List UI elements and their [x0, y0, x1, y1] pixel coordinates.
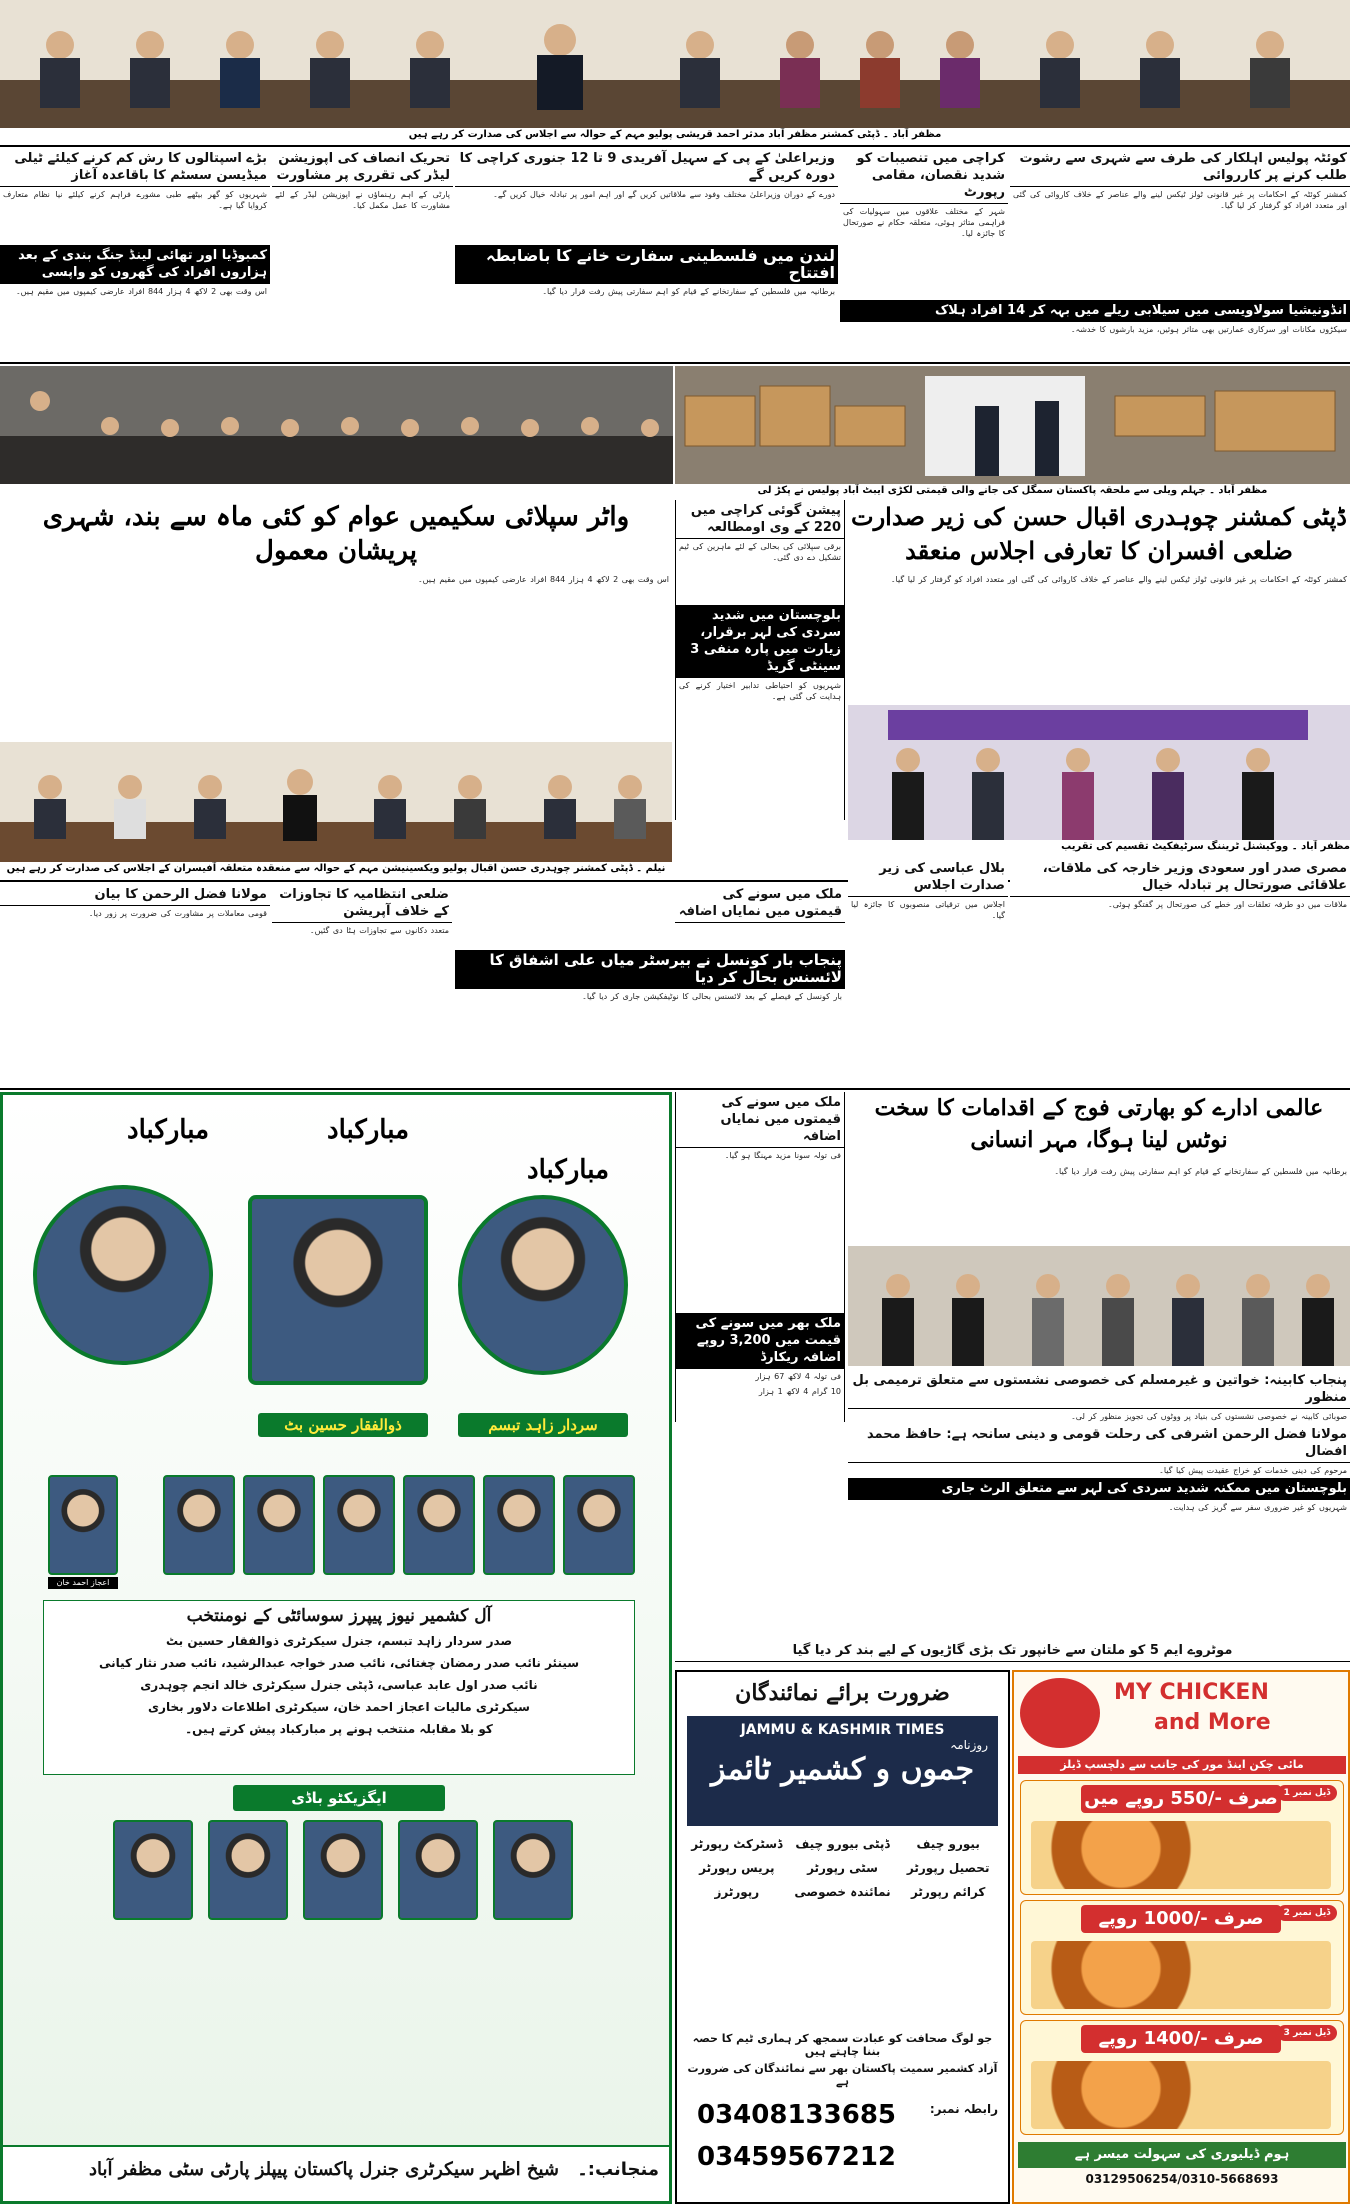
banner-headline-army: عالمی ادارے کو بھارتی فوج کے اقدامات کا سخت نوٹس لینا ہوگا، مہر انسانی: [874, 1095, 1324, 1153]
vocational-photo: [848, 705, 1350, 840]
portrait-small-left: [48, 1475, 118, 1575]
news-body: کمشنر کوئٹہ کے احکامات پر غیر قانونی ٹولز ٹیکس لینے والے عناصر کے خلاف کاروائی کی گئی اور متعدد افراد کو گرفتار کر لیا گیا۔: [1013, 190, 1347, 210]
deal-1-price: صرف -/550 روپے میں: [1081, 1785, 1281, 1813]
army-story-body: [848, 1164, 1350, 1244]
portrait-exec-row2-5: [493, 1820, 573, 1920]
news-col-1: [1010, 148, 1350, 303]
news-body: شہریوں کو گھر بیٹھے طبی مشورے فراہم کرنے کیلئے نیا نظام متعارف کروایا گیا ہے۔: [3, 190, 267, 210]
deal-3-food: [1031, 2061, 1331, 2129]
name-right: سردار زاہد تبسم: [458, 1413, 628, 1437]
jkt-title: ضرورت برائے نمائندگان: [735, 1680, 950, 1706]
news-headline: بلوچستان میں شدید سردی کی لہر برقرار، زیارت میں پارہ منفی 3 سینٹی گریڈ: [676, 605, 844, 678]
society-title: آل کشمیر نیوز پیپرز سوسائٹی کے نومنتخب: [186, 1606, 492, 1626]
society-line-2: سینئر نائب صدر رمضان چغتائی، نائب صدر خواجہ عبدالرشید، نائب صدر نثار کیانی: [98, 1656, 580, 1670]
news-col-2b: [455, 245, 838, 360]
news-col-1b: [840, 300, 1350, 360]
top-photo-caption: مظفر آباد ۔ ڈپٹی کمشنر مظفر آباد مدثر احمد قریشی پولیو مہم کے حوالہ سے اجلاس کی صدارت کر رہے ہیں: [0, 128, 1350, 144]
jkt-phone-2[interactable]: 03459567212: [697, 2142, 896, 2172]
jkt-role: کرائم رپورٹر: [910, 1885, 986, 1899]
news-headline: ضلعی انتظامیہ کا تجاوزات کے خلاف آپریشن: [272, 884, 452, 923]
news-headline: وزیراعلیٰ کے پی کے سہیل آفریدی 9 تا 12 جنوری کراچی کا دورہ کریں گے: [455, 148, 838, 187]
congratulation-ad: [0, 1092, 672, 2204]
right-lower-news: [848, 1370, 1350, 1650]
jkt-roles: [687, 1837, 998, 1899]
portrait-exec-3: [323, 1475, 395, 1575]
news-body: شہریوں کو غیر ضروری سفر سے گریز کی ہدایت۔: [1168, 1503, 1347, 1512]
news-col-2: [840, 148, 1008, 303]
news-headline: ملک میں سونے کی قیمتوں میں نمایاں اضافہ: [676, 1092, 844, 1148]
news-body: دورے کے دوران وزیراعلیٰ مختلف وفود سے ملاقاتیں کریں گے اور اہم امور پر تبادلہ خیال کریں گے۔: [493, 190, 835, 199]
gold-headline: ملک بھر میں سونے کی قیمت میں 3,200 روپے اضافہ ریکارڈ: [676, 1313, 844, 1369]
deal-2-tag: ڈیل نمبر 2: [1277, 1905, 1337, 1921]
gold-ten-gram: 10 گرام 4 لاکھ 1 ہزار: [758, 1387, 841, 1396]
timber-photo: [675, 366, 1350, 484]
news-headline: بلوچستان میں ممکنہ شدید سردی کی لہر سے متعلق الرٹ جاری: [848, 1478, 1350, 1500]
news-body: اجلاس میں ترقیاتی منصوبوں کا جائزہ لیا گیا۔: [851, 900, 1005, 920]
news-headline: کمبوڈیا اور تھائی لینڈ جنگ بندی کے بعد ہزاروں افراد کی گھروں کو واپسی: [0, 245, 270, 284]
dc-story-body: [848, 572, 1350, 702]
news-headline: لندن میں فلسطینی سفارت خانے کا باضابطہ افتتاح: [455, 245, 838, 284]
chicken-brand-1: MY CHICKEN: [1114, 1680, 1269, 1705]
water-story-body: [0, 572, 672, 742]
event-photo-crowd: [0, 366, 673, 484]
jkt-role: بیورو چیف: [916, 1837, 980, 1851]
jkt-role: رپورٹرز: [714, 1885, 760, 1899]
deal-3-price: صرف -/1400 روپے: [1081, 2025, 1281, 2053]
news-row4-4: [455, 950, 845, 1080]
timber-photo-caption: مظفر آباد ۔ جہلم ویلی سے ملحقہ پاکستان سمگل کی جانے والی قیمتی لکڑی ایبٹ آباد پولیس نے پکڑ لی: [675, 484, 1350, 498]
chicken-delivery: ہوم ڈیلیوری کی سہولت میسر ہے: [1018, 2142, 1346, 2168]
jkt-role: ڈسٹرکٹ رپورٹر: [691, 1837, 783, 1851]
news-headline: پنجاب کابینہ: خواتین و غیرمسلم کی خصوصی نشستوں سے متعلق ترمیمی بل منظور: [848, 1370, 1350, 1409]
my-chicken-ad: [1012, 1670, 1350, 2204]
jkt-role: نمائندہ خصوصی: [794, 1885, 891, 1899]
news-col-4: [272, 148, 453, 303]
news-headline: مولانا فضل الرحمن اشرفی کی رحلت قومی و دینی سانحہ ہے: حافظ محمد افضال: [848, 1424, 1350, 1463]
news-body: اس وقت بھی 2 لاکھ 4 ہزار 844 افراد عارضی کیمپوں میں مقیم ہیں۔: [15, 287, 267, 296]
jkt-contact-label: رابطہ نمبر:: [929, 2102, 998, 2116]
news-body: پارٹی کے اہم رہنماؤں نے اپوزیشن لیڈر کے لئے مشاورت کا عمل مکمل کیا۔: [275, 190, 450, 210]
gold-tola: فی تولہ 4 لاکھ 67 ہزار: [755, 1372, 841, 1381]
news-body: سیکڑوں مکانات اور سرکاری عمارتیں بھی متاثر ہوئیں، مزید بارشوں کا خدشہ۔: [1070, 325, 1347, 334]
portrait-exec-4: [403, 1475, 475, 1575]
news-headline: تحریک انصاف کی اپوزیشن لیڈر کی تقرری پر مشاورت: [272, 148, 453, 187]
event-photo-left: [0, 366, 673, 484]
news-headline: کوئٹہ پولیس اہلکار کی طرف سے شہری سے رشوت طلب کرنے پر کارروائی: [1010, 148, 1350, 187]
portrait-exec-row2-2: [208, 1820, 288, 1920]
deal-1: [1020, 1780, 1344, 1895]
divider: [0, 145, 1350, 147]
news-headline: پیشن گوئی کراچی میں 220 کے وی اومطالعہ: [676, 500, 844, 539]
jkt-role: ڈپٹی بیورو چیف: [795, 1837, 890, 1851]
society-notice: [43, 1600, 635, 1775]
divider: [0, 1088, 1350, 1090]
jkt-paper-ur: جموں و کشمیر ٹائمز: [711, 1752, 974, 1787]
chicken-phones[interactable]: 03129506254/0310-5668693: [1085, 2172, 1279, 2186]
jkt-text-2: آزاد کشمیر سمیت پاکستان بھر سے نمائندگان کی ضرورت ہے: [687, 2062, 998, 2088]
news-headline: بلال عباسی کی زیر صدارت اجلاس: [848, 858, 1008, 897]
motorway-news: [675, 1640, 1350, 1668]
society-line-5: کو بلا مقابلہ منتخب ہونے پر مبارکباد پیش کرتے ہیں۔: [185, 1722, 493, 1736]
jkt-masthead: [687, 1716, 998, 1826]
portrait-exec-row2-1: [113, 1820, 193, 1920]
news-body: قومی معاملات پر مشاورت کی ضرورت پر زور دیا۔: [88, 909, 267, 918]
name-center: ذوالفقار حسین بٹ: [258, 1413, 428, 1437]
timber-photo-scene: [675, 366, 1350, 484]
rooster-icon: [1020, 1678, 1100, 1748]
deal-2: [1020, 1900, 1344, 2015]
mubarak-text-3: مبارکباد: [127, 1115, 209, 1145]
news-row4-2: [848, 858, 1008, 1088]
news-headline: پنجاب بار کونسل نے بیرسٹر میاں علی اشفاق کا لائسنس بحال کر دیا: [455, 950, 845, 989]
jkt-text-1: جو لوگ صحافت کو عبادت سمجھ کر ہماری ٹیم کا حصہ بننا چاہتے ہیں: [692, 2032, 993, 2058]
portrait-left: [33, 1185, 213, 1365]
portrait-exec-1: [163, 1475, 235, 1575]
portrait-exec-6: [563, 1475, 635, 1575]
jk-times-ad: [675, 1670, 1010, 2204]
news-body: صوبائی کابینہ نے خصوصی نشستوں کی بنیاد پر ووٹوں کی تجویز منظور کر لی۔: [1071, 1412, 1347, 1421]
news-headline: کراچی میں تنصیبات کو شدید نقصان، مقامی رپورٹ: [840, 148, 1008, 204]
mid-column: [675, 500, 845, 820]
banner-headline-water: واٹر سپلائی سکیمیں عوام کو کئی ماہ سے بند، شہری پریشان معمول: [42, 502, 630, 566]
deal-3: [1020, 2020, 1344, 2135]
deal-3-tag: ڈیل نمبر 3: [1277, 2025, 1337, 2041]
jkt-role: پریس رپورٹر: [699, 1861, 775, 1875]
police-arrest-photo: [848, 1246, 1350, 1366]
news-row4-3: [675, 884, 845, 954]
news-body: شہر کے مختلف علاقوں میں سہولیات کی فراہمی متاثر ہوئی، متعلقہ حکام نے صورتحال کا جائزہ لیا۔: [843, 207, 1005, 238]
chicken-brand-2: and More: [1154, 1710, 1271, 1735]
exec-body-label: ایگزیکٹو باڈی: [233, 1785, 445, 1811]
jkt-daily: روزنامہ: [950, 1738, 988, 1752]
from-name: شیخ اظہر سیکرٹری جنرل پاکستان پیپلز پارٹی سٹی مظفر آباد: [88, 2159, 559, 2180]
vocational-photo-caption: مظفر آباد ۔ ووکیشنل ٹریننگ سرٹیفکیٹ تقسیم کی تقریب: [848, 840, 1350, 854]
news-body: فی تولہ سونا مزید مہنگا ہو گیا۔: [724, 1151, 841, 1160]
banner-headline-dc: ڈپٹی کمشنر چوہدری اقبال حسن کی زیر صدارت ضلعی افسران کا تعارفی اجلاس منعقد: [851, 502, 1347, 565]
deal-2-price: صرف -/1000 روپے: [1081, 1905, 1281, 1933]
news-body: شہریوں کو احتیاطی تدابیر اختیار کرنے کی ہدایت کی گئی ہے۔: [679, 681, 841, 701]
portrait-exec-2: [243, 1475, 315, 1575]
neelum-photo-caption: نیلم ۔ ڈپٹی کمشنر چوہدری حسن اقبال پولیو ویکسینیشن مہم کے حوالہ سے منعقدہ متعلقہ آفیسران کے اجلاس کی صدارت کر رہے ہیں: [0, 862, 672, 876]
gold-news: [675, 1092, 845, 1422]
from-label: منجانب:۔: [577, 2159, 659, 2180]
vocational-photo-scene: [848, 705, 1350, 840]
society-line-3: نائب صدر اول عابد عباسی، ڈپٹی جنرل سیکرٹری خالد انجم چوہدری: [140, 1678, 538, 1692]
news-body: کمشنر کوئٹہ کے احکامات پر غیر قانونی ٹولز ٹیکس لینے والے عناصر کے خلاف کاروائی کی گئی اور متعدد افراد کو گرفتار کر لیا گیا۔: [890, 575, 1347, 584]
news-body: اس وقت بھی 2 لاکھ 4 ہزار 844 افراد عارضی کیمپوں میں مقیم ہیں۔: [417, 575, 669, 584]
jkt-role: تحصیل رپورٹر: [906, 1861, 990, 1875]
news-headline: بڑے اسپتالوں کا رش کم کرنے کیلئے ٹیلی میڈیسن سسٹم کا باقاعدہ آغاز: [0, 148, 270, 187]
mubarak-text-2: مبارکباد: [327, 1115, 409, 1145]
news-body: برقی سپلائی کی بحالی کے لئے ماہرین کی ٹیم تشکیل دے دی گئی۔: [679, 542, 841, 562]
mubarak-text-1: مبارکباد: [527, 1155, 609, 1185]
neelum-meeting-scene: [0, 742, 672, 862]
top-photo-people: [0, 0, 1350, 128]
news-row4-6: [0, 884, 270, 1084]
portrait-exec-5: [483, 1475, 555, 1575]
news-col-3b: [0, 245, 270, 360]
news-headline: انڈونیشیا سولاویسی میں سیلابی ریلے میں بہہ کر 14 افراد ہلاک: [840, 300, 1350, 322]
jkt-phone-1[interactable]: 03408133685: [697, 2100, 896, 2130]
news-headline: موٹروے ایم 5 کو ملتان سے خانپور تک بڑی گاڑیوں کے لیے بند کر دیا گیا: [675, 1640, 1350, 1662]
portrait-center: [248, 1195, 428, 1385]
deal-1-tag: ڈیل نمبر 1: [1277, 1785, 1337, 1801]
portrait-exec-row2-3: [303, 1820, 383, 1920]
deal-1-food: [1031, 1821, 1331, 1889]
top-photo: [0, 0, 1350, 128]
police-arrest-scene: [848, 1246, 1350, 1366]
neelum-meeting-photo: [0, 742, 672, 862]
news-body: ملاقات میں دو طرفہ تعلقات اور خطے کی صورتحال پر گفتگو ہوئی۔: [1108, 900, 1347, 909]
news-body: بار کونسل کے فیصلے کے بعد لائسنس بحالی کا نوٹیفکیشن جاری کر دیا گیا۔: [582, 992, 842, 1001]
news-body: برطانیہ میں فلسطین کے سفارتخانے کے قیام کو اہم سفارتی پیش رفت قرار دیا گیا۔: [1054, 1167, 1347, 1176]
news-col-3: [455, 148, 838, 243]
portrait-right: [458, 1195, 628, 1375]
news-headline: ملک میں سونے کی قیمتوں میں نمایاں اضافہ: [675, 884, 845, 923]
news-row4-1: [1010, 858, 1350, 1088]
divider: [0, 362, 1350, 364]
news-headline: مولانا فضل الرحمن کا بیان: [0, 884, 270, 906]
chicken-promo: مائی چکن اینڈ مور کی جانب سے دلچسپ ڈیلز: [1018, 1756, 1346, 1774]
news-row4-5: [272, 884, 452, 1084]
jkt-paper-en: JAMMU & KASHMIR TIMES: [740, 1722, 945, 1738]
jkt-role: سٹی رپورٹر: [807, 1861, 878, 1875]
society-line-4: سیکرٹری مالیات اعجاز احمد خان، سیکرٹری اطلاعات دلاور بخاری: [148, 1700, 530, 1714]
name-left: اعجاز احمد خان: [48, 1577, 118, 1589]
deal-2-food: [1031, 1941, 1331, 2009]
news-col-5: [0, 148, 270, 243]
news-body: متعدد دکانوں سے تجاوزات ہٹا دی گئیں۔: [309, 926, 449, 935]
ad-footer: [3, 2145, 669, 2201]
society-line-1: صدر سردار زاہد تبسم، جنرل سیکرٹری ذوالفقار حسین بٹ: [165, 1634, 513, 1648]
portrait-exec-row2-4: [398, 1820, 478, 1920]
news-body: مرحوم کی دینی خدمات کو خراج عقیدت پیش کیا گیا۔: [1159, 1466, 1347, 1475]
news-headline: مصری صدر اور سعودی وزیر خارجہ کی ملاقات، علاقائی صورتحال پر تبادلہ خیال: [1010, 858, 1350, 897]
news-body: برطانیہ میں فلسطین کے سفارتخانے کے قیام کو اہم سفارتی پیش رفت قرار دیا گیا۔: [542, 287, 835, 296]
